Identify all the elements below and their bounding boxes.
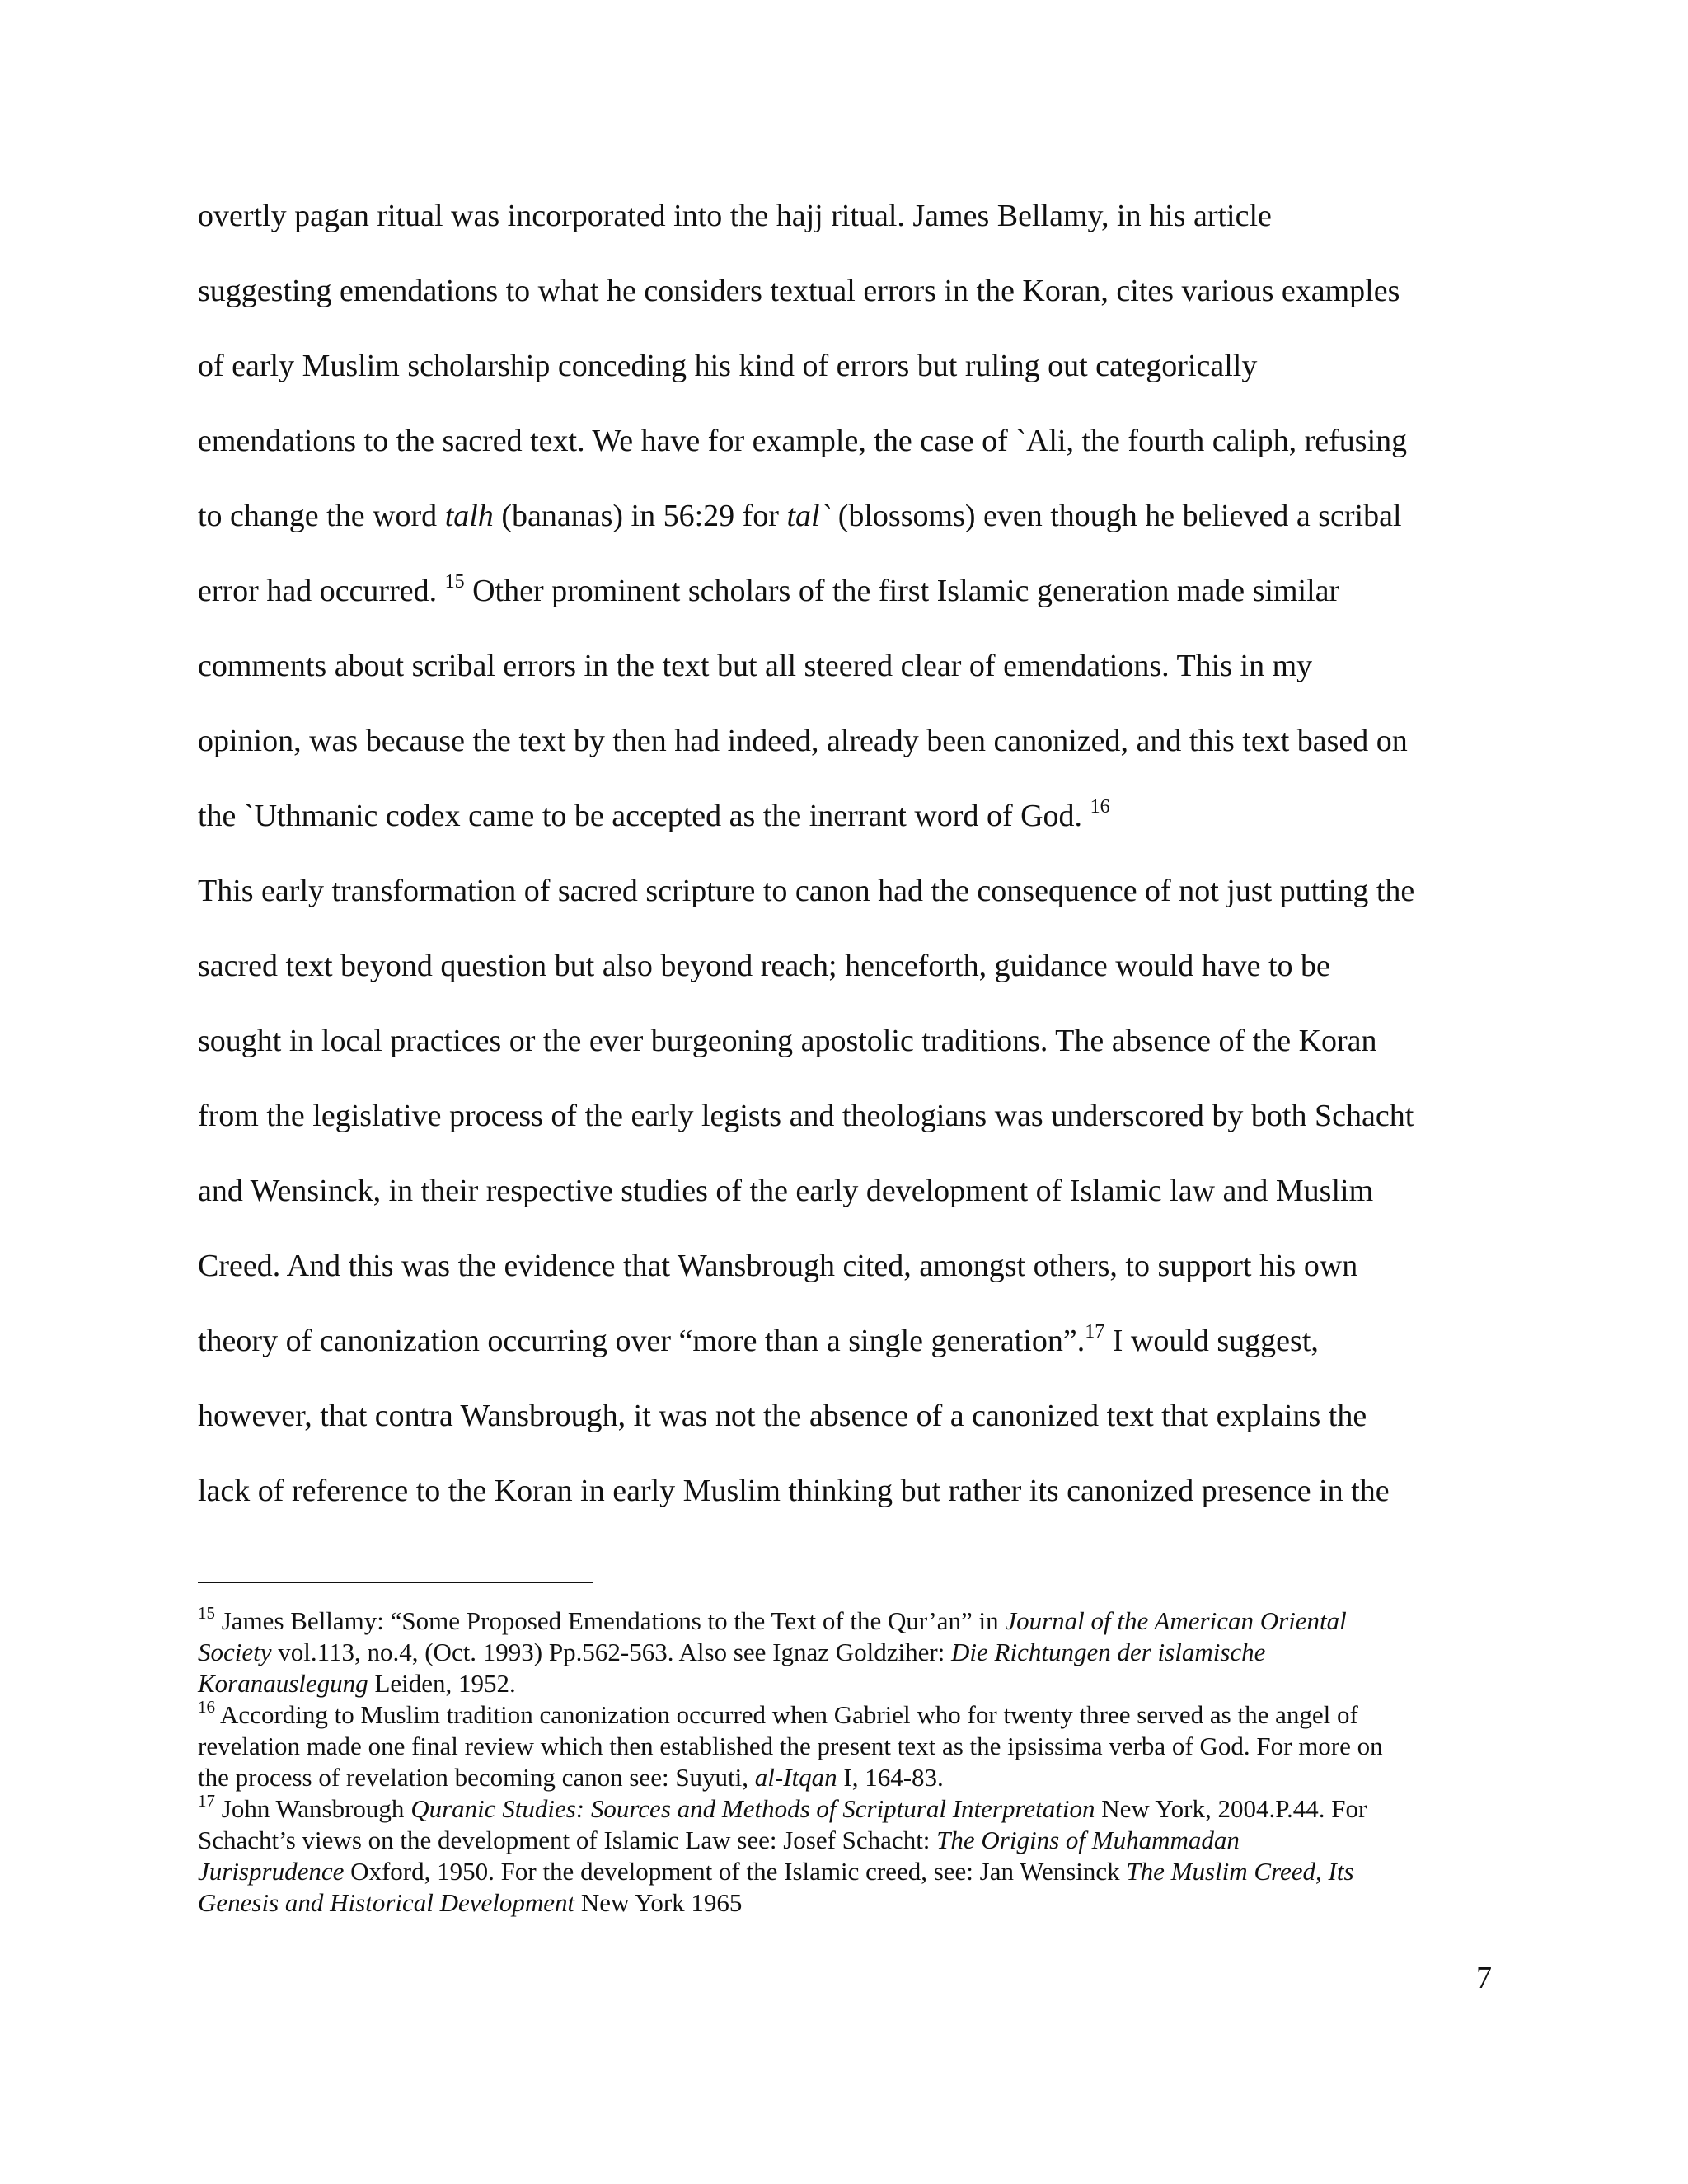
italic-title: Koranauslegung [198,1669,368,1698]
footnote-17-line [198,1889,742,1917]
page-number: 7 [1476,1961,1492,1995]
italic-title: Jurisprudence [198,1857,345,1886]
text-run: I, 164-83. [837,1763,944,1792]
italic-title: Journal of the American Oriental [1005,1606,1347,1635]
body-line [198,798,1110,834]
footnote-15-line [198,1638,1265,1666]
italic-title: The Muslim Creed, Its [1126,1857,1354,1886]
footnote-reference[interactable]: 15 [444,571,465,593]
body-line: lack of reference to the Koran in early Muslim thinking but rather its canonized presence in the [198,1474,1390,1508]
text-run: the `Uthmanic codex came to be accepted as the inerrant word of God. [198,799,1090,833]
italic-term: talh [444,499,494,533]
text-run: New York 1965 [574,1888,743,1917]
italic-title: al-Itqan [754,1763,837,1792]
text-run: to change the word [198,499,445,533]
italic-title: Genesis and Historical Development [198,1888,575,1917]
text-run: vol.113, no.4, (Oct. 1993) Pp.562-563. Also see Ignaz Goldziher: [271,1638,952,1666]
body-line: from the legislative process of the early legists and theologians was underscored by both Schacht [198,1099,1414,1133]
italic-title: Die Richtungen der islamische [951,1638,1266,1666]
body-line: sought in local practices or the ever burgeoning apostolic traditions. The absence of the Koran [198,1024,1377,1058]
footnote-17-line [198,1791,1367,1823]
body-line: This early transformation of sacred scripture to canon had the consequence of not just putting the [198,874,1415,908]
text-run: error had occurred. [198,574,445,608]
footnote-15-line [198,1670,516,1698]
text-run: Other prominent scholars of the first Islamic generation made similar [464,574,1340,608]
body-line: suggesting emendations to what he considers textual errors in the Koran, cites various examples [198,274,1400,308]
body-line [198,498,1402,534]
body-line: opinion, was because the text by then had indeed, already been canonized, and this text based on [198,724,1408,758]
text-run: According to Muslim tradition canonization occurred when Gabriel who for twenty three served as the angel of [215,1700,1358,1729]
footnote-17-line [198,1826,1240,1854]
text-run: theory of canonization occurring over “more than a single generation”. [198,1324,1085,1358]
body-line: sacred text beyond question but also beyond reach; henceforth, guidance would have to be [198,949,1330,983]
text-run: the process of revelation becoming canon see: Suyuti, [198,1763,755,1792]
footnote-reference[interactable]: 16 [1090,796,1110,818]
footnote-16-line: revelation made one final review which then established the present text as the ipsissima verba of God. For more on [198,1732,1383,1760]
text-run: John Wansbrough [215,1794,411,1823]
body-line: Creed. And this was the evidence that Wansbrough cited, amongst others, to support his own [198,1249,1358,1283]
footnote-mark: 16 [198,1697,215,1717]
footnote-mark: 17 [198,1791,215,1811]
body-line: emendations to the sacred text. We have for example, the case of `Ali, the fourth caliph, refusing [198,424,1408,458]
text-run: Oxford, 1950. For the development of the Islamic creed, see: Jan Wensinck [344,1857,1127,1886]
text-run: Schacht’s views on the development of Islamic Law see: Josef Schacht: [198,1825,937,1854]
footnote-15-line [198,1603,1347,1635]
body-line [198,573,1339,609]
footnote-reference[interactable]: 17 [1085,1321,1105,1343]
italic-term: tal` [786,499,831,533]
text-run: James Bellamy: “Some Proposed Emendations to the Text of the Qur’an” in [215,1606,1006,1635]
body-line [198,1323,1319,1359]
footnote-separator [198,1582,593,1583]
text-run: (bananas) in 56:29 for [493,499,787,533]
italic-title: The Origins of Muhammadan [936,1825,1240,1854]
body-line: of early Muslim scholarship conceding his kind of errors but ruling out categorically [198,349,1258,383]
italic-title: Society [198,1638,272,1666]
footnote-16-line [198,1764,944,1792]
body-line: however, that contra Wansbrough, it was not the absence of a canonized text that explains the [198,1399,1367,1433]
footnote-mark: 15 [198,1603,215,1623]
text-run: I would suggest, [1104,1324,1319,1358]
italic-title: Quranic Studies: Sources and Methods of Scriptural Interpretation [410,1794,1095,1823]
body-line: overtly pagan ritual was incorporated into the hajj ritual. James Bellamy, in his article [198,199,1272,233]
text-run: New York, 2004.P.44. For [1095,1794,1367,1823]
text-run: (blossoms) even though he believed a scribal [830,499,1402,533]
text-run: Leiden, 1952. [368,1669,516,1698]
footnote-16-line [198,1697,1358,1729]
body-line: comments about scribal errors in the text but all steered clear of emendations. This in my [198,649,1313,683]
body-line: and Wensinck, in their respective studies of the early development of Islamic law and Muslim [198,1174,1374,1208]
footnote-17-line [198,1858,1354,1886]
